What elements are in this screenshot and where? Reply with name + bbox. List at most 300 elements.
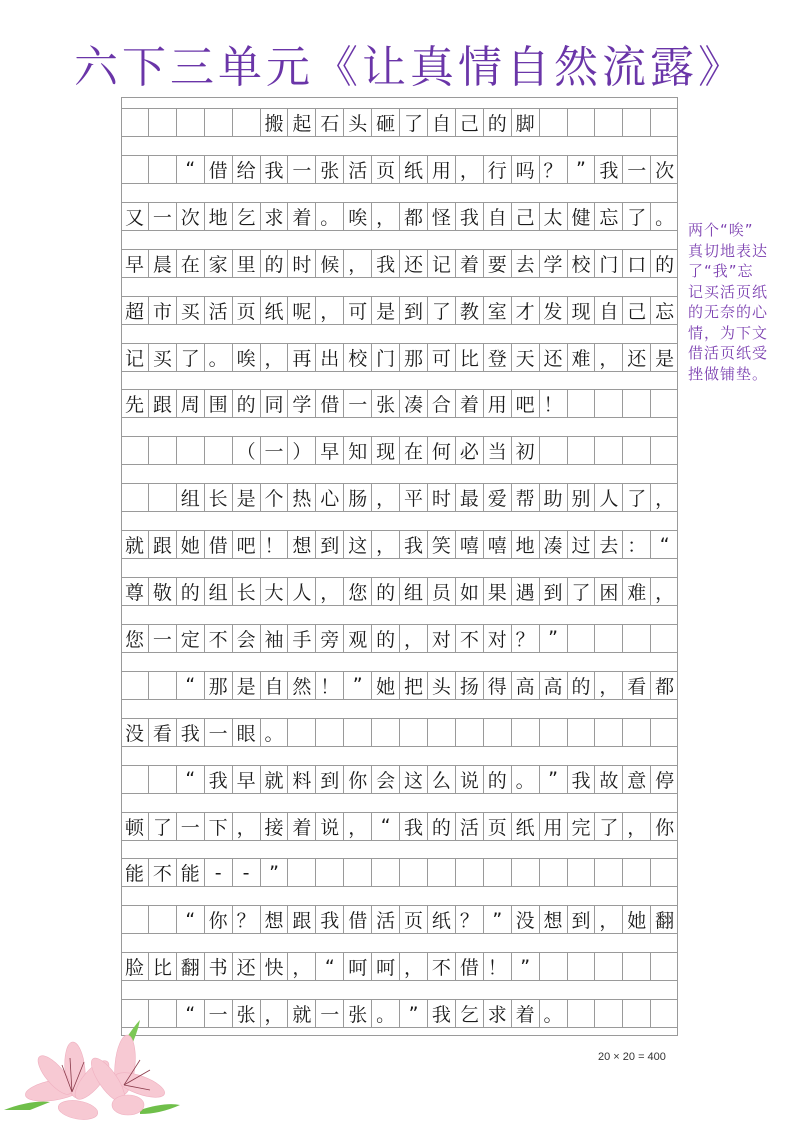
grid-cell: ， <box>594 344 622 371</box>
grid-cell <box>650 719 678 746</box>
grid-cell: 张 <box>232 1000 260 1027</box>
grid-cell: 凑 <box>399 390 427 417</box>
grid-cell: ？ <box>511 625 539 652</box>
grid-cell: 求 <box>260 203 288 230</box>
grid-cell: 就 <box>260 766 288 793</box>
grid-cell: 口 <box>622 250 650 277</box>
grid-row <box>121 436 678 465</box>
grid-cell: 用 <box>539 813 567 840</box>
grid-cell <box>594 1000 622 1027</box>
grid-cell: 活 <box>371 906 399 933</box>
grid-cell <box>427 719 455 746</box>
grid-cell <box>148 437 176 464</box>
grid-cell: 学 <box>287 390 315 417</box>
grid-cell <box>650 437 678 464</box>
grid-cell: 组 <box>176 484 204 511</box>
grid-cell: 到 <box>315 766 343 793</box>
grid-cell: ， <box>650 484 678 511</box>
grid-cell: 你 <box>204 906 232 933</box>
grid-cell <box>650 953 678 980</box>
grid-cell: 了 <box>567 578 595 605</box>
grid-cell <box>148 906 176 933</box>
grid-cell: 尊 <box>124 582 144 604</box>
grid-cell: 她 <box>622 906 650 933</box>
grid-cell: 可 <box>427 344 455 371</box>
grid-cell: 呵 <box>371 953 399 980</box>
grid-cell: 平 <box>399 484 427 511</box>
grid-cell: 下 <box>204 813 232 840</box>
grid-cell: 快 <box>260 953 288 980</box>
grid-cell: 了 <box>399 109 427 136</box>
grid-cell <box>567 390 595 417</box>
grid-row <box>121 296 678 325</box>
grid-cell <box>399 859 427 886</box>
grid-cell: 嘻 <box>483 531 511 558</box>
grid-cell: ： <box>622 531 650 558</box>
grid-cell: 砸 <box>371 109 399 136</box>
grid-cell: 在 <box>399 437 427 464</box>
grid-cell: 然 <box>287 672 315 699</box>
grid-cell: 活 <box>455 813 483 840</box>
grid-cell: 想 <box>539 906 567 933</box>
grid-cell: 嘻 <box>455 531 483 558</box>
grid-cell <box>315 859 343 886</box>
grid-cell: 现 <box>567 297 595 324</box>
grid-cell: 会 <box>232 625 260 652</box>
grid-cell: 一 <box>622 156 650 183</box>
grid-cell: 不 <box>427 953 455 980</box>
grid-cell <box>121 156 148 183</box>
grid-cell: 学 <box>539 250 567 277</box>
grid-cell: 到 <box>315 531 343 558</box>
grid-cell: 早 <box>124 253 144 276</box>
grid-cell: 个 <box>260 484 288 511</box>
grid-cell: 得 <box>483 672 511 699</box>
margin-annotation <box>688 220 794 384</box>
grid-cell: 料 <box>287 766 315 793</box>
grid-cell: 接 <box>260 813 288 840</box>
grid-cell: 会 <box>371 766 399 793</box>
grid-cell <box>148 766 176 793</box>
grid-cell: ， <box>371 484 399 511</box>
grid-cell: 超 <box>124 300 144 323</box>
grid-cell: 还 <box>539 344 567 371</box>
grid-cell: 着 <box>511 1000 539 1027</box>
grid-cell: 不 <box>204 625 232 652</box>
grid-cell: 记 <box>124 347 144 370</box>
grid-cell: 先 <box>124 394 144 417</box>
grid-cell: ， <box>315 578 343 605</box>
grid-cell: 笑 <box>427 531 455 558</box>
grid-cell: ， <box>650 578 678 605</box>
grid-cell: 现 <box>371 437 399 464</box>
grid-cell <box>650 109 678 136</box>
grid-cell: 唉 <box>232 344 260 371</box>
grid-cell <box>539 109 567 136</box>
grid-cell <box>594 953 622 980</box>
grid-cell: 的 <box>232 390 260 417</box>
grid-cell: 长 <box>232 578 260 605</box>
grid-cell: 那 <box>399 344 427 371</box>
grid-cell: 发 <box>539 297 567 324</box>
grid-cell: 去 <box>594 531 622 558</box>
grid-cell: 书 <box>204 953 232 980</box>
grid-cell <box>148 672 176 699</box>
grid-cell: 头 <box>343 109 371 136</box>
grid-cell: 着 <box>455 390 483 417</box>
annotation-line: 真切地表达 <box>688 241 769 260</box>
grid-cell: 翻 <box>176 953 204 980</box>
grid-row <box>121 718 678 747</box>
grid-cell: ， <box>287 953 315 980</box>
grid-cell: 用 <box>483 390 511 417</box>
grid-cell: ” <box>511 953 539 980</box>
grid-cell: ！ <box>315 672 343 699</box>
grid-cell: 求 <box>483 1000 511 1027</box>
grid-cell: 这 <box>343 531 371 558</box>
grid-cell: ” <box>260 859 288 886</box>
grid-cell: 意 <box>622 766 650 793</box>
grid-cell: 故 <box>594 766 622 793</box>
grid-cell: 跟 <box>287 906 315 933</box>
grid-cell: 我 <box>315 906 343 933</box>
grid-cell: 呵 <box>343 953 371 980</box>
grid-cell <box>371 719 399 746</box>
grid-cell: ， <box>594 672 622 699</box>
grid-cell: 买 <box>176 297 204 324</box>
grid-cell: 买 <box>148 344 176 371</box>
grid-row <box>121 999 678 1028</box>
grid-cell: 地 <box>511 531 539 558</box>
grid-cell: 一 <box>176 813 204 840</box>
grid-cell: 高 <box>539 672 567 699</box>
grid-cell <box>121 766 148 793</box>
grid-cell: 手 <box>287 625 315 652</box>
grid-cell: 在 <box>176 250 204 277</box>
grid-cell: 着 <box>287 813 315 840</box>
grid-cell: 心 <box>315 484 343 511</box>
grid-cell <box>594 390 622 417</box>
grid-cell: 组 <box>399 578 427 605</box>
grid-cell: 您 <box>343 578 371 605</box>
grid-cell <box>176 109 204 136</box>
grid-cell: 的 <box>650 250 678 277</box>
grid-cell: 。 <box>315 203 343 230</box>
grid-cell: 。 <box>204 344 232 371</box>
grid-cell: 我 <box>567 766 595 793</box>
grid-cell: 乞 <box>232 203 260 230</box>
grid-cell <box>594 625 622 652</box>
page-title: 六下三单元《让真情自然流露》 <box>74 42 746 93</box>
grid-cell: 了 <box>622 203 650 230</box>
grid-cell: 能 <box>124 863 144 886</box>
grid-cell: 脸 <box>124 957 144 980</box>
grid-cell: 又 <box>124 206 144 229</box>
grid-cell: ， <box>399 953 427 980</box>
grid-cell: 人 <box>594 484 622 511</box>
grid-row <box>121 202 678 231</box>
grid-cell: 己 <box>511 203 539 230</box>
grid-cell: 纸 <box>511 813 539 840</box>
grid-cell: 。 <box>539 1000 567 1027</box>
grid-cell <box>511 719 539 746</box>
grid-cell: ” <box>483 906 511 933</box>
grid-cell: “ <box>315 953 343 980</box>
grid-cell: 的 <box>371 625 399 652</box>
grid-cell: 纸 <box>399 156 427 183</box>
grid-cell: 爱 <box>483 484 511 511</box>
grid-cell: 到 <box>539 578 567 605</box>
grid-cell: 还 <box>399 250 427 277</box>
grid-cell: 吗 <box>511 156 539 183</box>
grid-cell <box>121 437 148 464</box>
grid-cell <box>622 437 650 464</box>
grid-cell: 我 <box>176 719 204 746</box>
grid-cell: 借 <box>343 906 371 933</box>
grid-cell: 别 <box>567 484 595 511</box>
grid-cell: 想 <box>260 906 288 933</box>
grid-row <box>121 108 678 137</box>
grid-cell: 难 <box>622 578 650 605</box>
grid-cell: 旁 <box>315 625 343 652</box>
grid-cell: 怪 <box>427 203 455 230</box>
grid-cell <box>204 109 232 136</box>
grid-cell: 助 <box>539 484 567 511</box>
grid-cell: 搬 <box>260 109 288 136</box>
grid-cell: 不 <box>148 859 176 886</box>
grid-cell: 家 <box>204 250 232 277</box>
lily-flower-icon <box>0 1010 190 1133</box>
grid-cell: 着 <box>455 250 483 277</box>
grid-row <box>121 249 678 278</box>
grid-cell <box>511 859 539 886</box>
grid-row <box>121 812 678 841</box>
grid-cell: 室 <box>483 297 511 324</box>
grid-cell: “ <box>650 531 678 558</box>
grid-cell: 定 <box>176 625 204 652</box>
grid-cell <box>371 859 399 886</box>
grid-cell: 时 <box>287 250 315 277</box>
grid-cell: 大 <box>260 578 288 605</box>
grid-row <box>121 530 678 559</box>
grid-cell: 眼 <box>232 719 260 746</box>
grid-cell: 是 <box>650 344 678 371</box>
grid-cell: 健 <box>567 203 595 230</box>
grid-cell: 你 <box>343 766 371 793</box>
grid-cell: 肠 <box>343 484 371 511</box>
grid-cell: 张 <box>371 390 399 417</box>
grid-cell: ？ <box>455 906 483 933</box>
grid-cell: 一 <box>148 203 176 230</box>
grid-cell: 我 <box>399 531 427 558</box>
grid-cell: 自 <box>483 203 511 230</box>
grid-cell: 天 <box>511 344 539 371</box>
grid-cell: “ <box>176 156 204 183</box>
grid-row <box>121 624 678 653</box>
grid-cell: 必 <box>455 437 483 464</box>
grid-cell: 可 <box>343 297 371 324</box>
grid-cell <box>148 484 176 511</box>
grid-cell: 地 <box>204 203 232 230</box>
grid-cell: 长 <box>204 484 232 511</box>
grid-cell <box>121 484 148 511</box>
grid-cell: “ <box>176 672 204 699</box>
grid-cell: 就 <box>287 1000 315 1027</box>
grid-cell: ！ <box>539 390 567 417</box>
grid-cell: 的 <box>567 672 595 699</box>
grid-cell: 是 <box>371 297 399 324</box>
grid-count-label: 20 × 20 = 400 <box>598 1051 666 1063</box>
grid-cell: 没 <box>511 906 539 933</box>
grid-cell: 翻 <box>650 906 678 933</box>
annotation-line: 情，为下文 <box>688 323 769 342</box>
grid-cell: 活 <box>343 156 371 183</box>
grid-cell: 这 <box>399 766 427 793</box>
grid-cell <box>539 719 567 746</box>
grid-cell: ” <box>539 766 567 793</box>
writing-grid <box>121 97 678 1036</box>
grid-cell: 我 <box>427 1000 455 1027</box>
grid-cell: 门 <box>594 250 622 277</box>
grid-cell: 纸 <box>260 297 288 324</box>
grid-row <box>121 671 678 700</box>
grid-cell: “ <box>176 906 204 933</box>
grid-cell: 都 <box>650 672 678 699</box>
grid-cell: 对 <box>427 625 455 652</box>
grid-cell: 。 <box>650 203 678 230</box>
grid-cell: 用 <box>427 156 455 183</box>
grid-cell: 跟 <box>148 390 176 417</box>
grid-cell: 借 <box>204 156 232 183</box>
grid-cell: 页 <box>483 813 511 840</box>
grid-cell: ！ <box>260 531 288 558</box>
grid-cell <box>622 953 650 980</box>
grid-cell <box>650 625 678 652</box>
grid-cell: 看 <box>622 672 650 699</box>
grid-cell: 呢 <box>287 297 315 324</box>
grid-cell: 次 <box>650 156 678 183</box>
grid-cell <box>567 625 595 652</box>
grid-cell: 说 <box>455 766 483 793</box>
grid-cell: 初 <box>511 437 539 464</box>
grid-row <box>121 577 678 606</box>
grid-cell: 当 <box>483 437 511 464</box>
grid-cell: ” <box>399 1000 427 1027</box>
grid-cell: 自 <box>260 672 288 699</box>
annotation-line: 了“我”忘 <box>688 262 754 280</box>
grid-cell: 次 <box>176 203 204 230</box>
grid-cell: 停 <box>650 766 678 793</box>
grid-cell: 才 <box>511 297 539 324</box>
grid-cell: 比 <box>148 953 176 980</box>
grid-cell <box>399 719 427 746</box>
grid-cell <box>148 156 176 183</box>
grid-cell: 组 <box>204 578 232 605</box>
grid-cell <box>622 719 650 746</box>
grid-cell: 困 <box>594 578 622 605</box>
grid-cell <box>427 859 455 886</box>
grid-cell: ） <box>287 437 315 464</box>
grid-cell: ， <box>622 813 650 840</box>
grid-cell: 的 <box>427 813 455 840</box>
grid-cell: 袖 <box>260 625 288 652</box>
grid-cell <box>567 1000 595 1027</box>
grid-cell: 记 <box>427 250 455 277</box>
grid-cell: 吧 <box>511 390 539 417</box>
annotation-line: 借活页纸受 <box>688 344 769 362</box>
grid-cell: 都 <box>399 203 427 230</box>
grid-cell <box>567 859 595 886</box>
grid-cell: “ <box>176 1000 204 1027</box>
grid-cell: 对 <box>483 625 511 652</box>
grid-cell: 借 <box>315 390 343 417</box>
grid-cell: 的 <box>260 250 288 277</box>
grid-cell: ” <box>567 156 595 183</box>
grid-cell: 我 <box>399 813 427 840</box>
grid-cell: 的 <box>483 766 511 793</box>
grid-cell <box>176 437 204 464</box>
grid-cell: 高 <box>511 672 539 699</box>
grid-cell: 周 <box>176 390 204 417</box>
grid-cell: ！ <box>483 953 511 980</box>
grid-cell: 了 <box>594 813 622 840</box>
grid-cell: 知 <box>343 437 371 464</box>
grid-cell: 还 <box>622 344 650 371</box>
grid-cell: 的 <box>483 109 511 136</box>
grid-cell: 校 <box>343 344 371 371</box>
grid-cell: 了 <box>427 297 455 324</box>
grid-cell: （ <box>232 437 260 464</box>
grid-cell <box>121 672 148 699</box>
grid-cell: 教 <box>455 297 483 324</box>
grid-cell: 石 <box>315 109 343 136</box>
grid-cell: 她 <box>371 672 399 699</box>
grid-cell: 到 <box>567 906 595 933</box>
grid-cell: - <box>232 859 260 886</box>
grid-cell <box>483 859 511 886</box>
grid-cell <box>594 437 622 464</box>
grid-cell <box>650 859 678 886</box>
grid-cell <box>567 719 595 746</box>
grid-cell: ， <box>315 297 343 324</box>
grid-cell: 里 <box>232 250 260 277</box>
grid-cell: 页 <box>399 906 427 933</box>
grid-cell <box>567 953 595 980</box>
grid-cell <box>539 859 567 886</box>
grid-cell: 凑 <box>539 531 567 558</box>
grid-cell: 活 <box>204 297 232 324</box>
grid-cell: 忘 <box>650 297 678 324</box>
grid-cell: 的 <box>176 578 204 605</box>
grid-cell: 一 <box>260 437 288 464</box>
grid-cell: ， <box>260 344 288 371</box>
grid-cell: 了 <box>148 813 176 840</box>
grid-cell: 围 <box>204 390 232 417</box>
grid-cell <box>287 719 315 746</box>
grid-cell: - <box>204 859 232 886</box>
grid-cell: ， <box>343 250 371 277</box>
grid-cell: 我 <box>594 156 622 183</box>
grid-cell: 行 <box>483 156 511 183</box>
annotation-line: 挫做铺垫。 <box>688 364 769 383</box>
grid-cell: 一 <box>204 719 232 746</box>
grid-cell: 页 <box>371 156 399 183</box>
grid-cell: 我 <box>260 156 288 183</box>
grid-cell: ， <box>455 156 483 183</box>
grid-row <box>121 905 678 934</box>
grid-cell: 借 <box>455 953 483 980</box>
grid-cell: 能 <box>176 859 204 886</box>
